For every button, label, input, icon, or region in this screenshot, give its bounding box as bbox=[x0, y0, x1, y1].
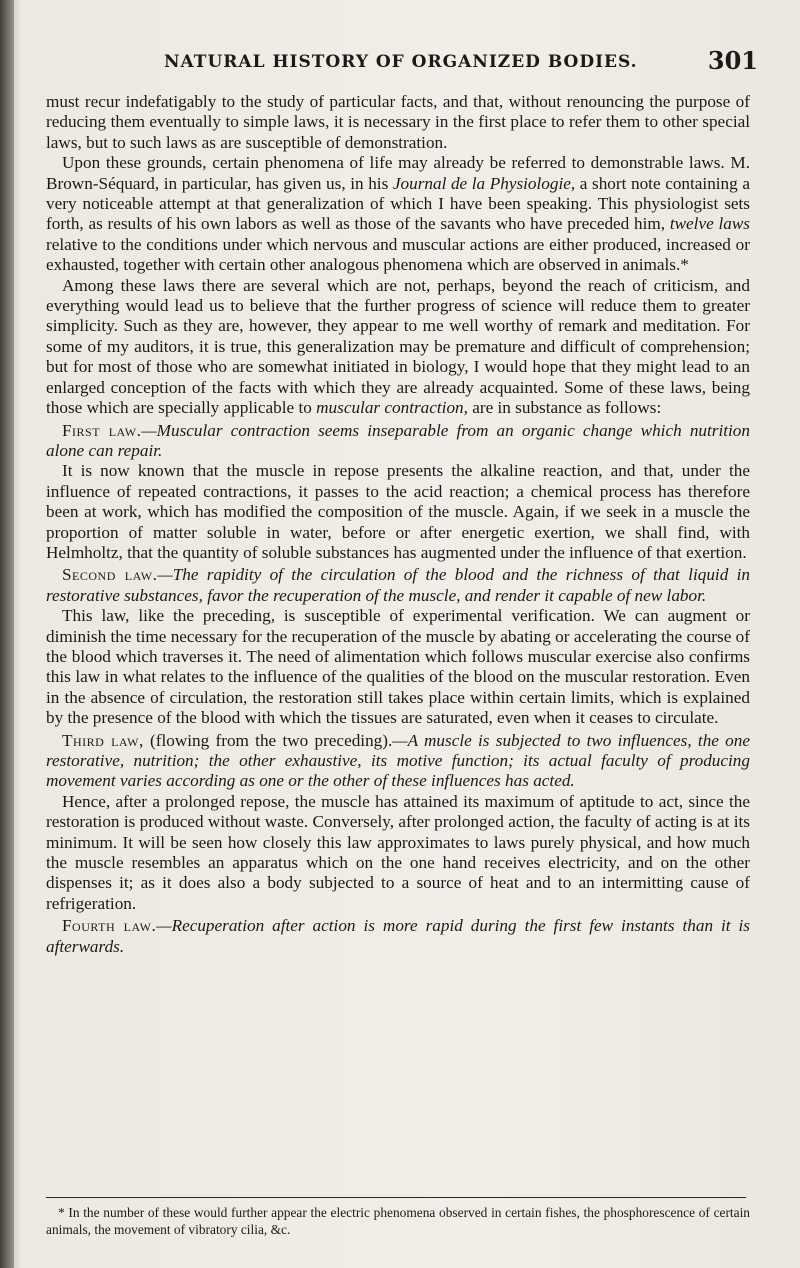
book-spine-shadow bbox=[0, 0, 14, 1268]
paragraph-1-text: must recur indefatigably to the study of particular facts, and that, without renouncing the purpose of reducing them eventually to simple laws, it is necessary in the first place to refer them to other special laws, but to such laws as are susceptible of demonstration. bbox=[46, 92, 750, 152]
page-body bbox=[46, 92, 750, 957]
first-law bbox=[46, 421, 750, 462]
third-law-text: —A muscle is subjected to two influences, the one restorative, nutrition; the other exhaustive, its motive function; its actual faculty of producing movement varies according as one or the other of these influences has acted. bbox=[46, 730, 750, 791]
paragraph-1 bbox=[46, 92, 750, 153]
paragraph-2-part-b: , a short note containing a very noticeable attempt at that generalization of which I have been speaking. This physiologist sets forth, as results of his own labors as well as those of the savants who have preceded him, bbox=[46, 173, 750, 234]
fourth-law bbox=[46, 916, 750, 957]
paragraph-3-part-a: Among these laws there are several which are not, perhaps, beyond the reach of criticism, and everything would lead us to believe that the further progress of science will reduce them to greater simplicity. Such as they are, however, they appear to me well worthy of remark and meditation. For some of my auditors, it is true, this generalization may be premature and difficult of comprehension; but for most of those who are somewhat initiated in biology, I would hope that they might lead to an enlarged conception of the facts with which they are already acquainted. Some of these laws, being those which are specially applicable to bbox=[46, 275, 750, 418]
footnote-rule bbox=[46, 1197, 746, 1198]
second-law bbox=[46, 565, 750, 606]
paragraph-3 bbox=[46, 276, 750, 419]
paragraph-2-part-c: relative to the conditions under which nervous and muscular actions are either produced, increased or exhausted, together with certain other analogous phenomena which are observed in animals.* bbox=[46, 234, 750, 275]
paragraph-6 bbox=[46, 792, 750, 914]
paragraph-2-part-a: Upon these grounds, certain phenomena of life may already be referred to demonstrable laws. M. Brown-Séquard, in particular, has given us, in his bbox=[46, 153, 750, 193]
twelve-laws-emphasis: twelve laws bbox=[669, 214, 750, 234]
paragraph-4 bbox=[46, 461, 750, 563]
third-law-parenthetical: (flowing from the two preceding). bbox=[143, 730, 393, 750]
paragraph-6-text: Hence, after a prolonged repose, the muscle has attained its maximum of aptitude to act, since the restoration is produced without waste. Conversely, after prolonged action, the faculty of acting is at its minimum. It will be seen how closely this law approximates to laws purely physical, and how much the muscle resembles an apparatus which on the one hand receives electricity, and on the other dispenses it; as it does also a body subjected to a source of heat and to an intermitting cause of refrigeration. bbox=[46, 791, 750, 913]
fourth-law-label: Fourth law. bbox=[62, 916, 157, 936]
third-law bbox=[46, 731, 750, 792]
first-law-label: First law. bbox=[62, 420, 142, 440]
page-number: 301 bbox=[707, 46, 758, 75]
paragraph-3-part-b: , are in substance as follows: bbox=[463, 398, 662, 418]
page-header bbox=[46, 46, 758, 80]
paragraph-2 bbox=[46, 153, 750, 275]
second-law-label: Second law. bbox=[62, 565, 158, 585]
first-law-text: —Muscular contraction seems inseparable from an organic change which nutrition alone can repair. bbox=[46, 420, 750, 460]
second-law-text: —The rapidity of the circulation of the blood and the richness of that liquid in restorative substances, favor the recuperation of the muscle, and render it capable of new labor. bbox=[46, 565, 750, 605]
paragraph-4-text: It is now known that the muscle in repose presents the alkaline reaction, and that, under the influence of repeated contractions, it passes to the acid reaction; a chemical process has therefore been at work, which has modified the composition of the muscle. Again, if we seek in a muscle the proportion of matter soluble in water, before or after energetic exertion, we shall find, with Helmholtz, that the quantity of soluble substances has augmented under the influence of that exertion. bbox=[46, 461, 750, 562]
journal-title: Journal de la Physiologie bbox=[392, 173, 571, 193]
fourth-law-text: —Recuperation after action is more rapid during the first few instants than it is afterwards. bbox=[46, 916, 750, 956]
paragraph-5 bbox=[46, 606, 750, 728]
third-law-label: Third law, bbox=[62, 730, 144, 750]
footnote bbox=[46, 1204, 750, 1238]
muscular-contraction-emphasis: muscular contraction bbox=[316, 398, 464, 418]
paragraph-5-text: This law, like the preceding, is susceptible of experimental verification. We can augment or diminish the time necessary for the recuperation of the muscle by abating or accelerating the course of the blood which traverses it. The need of alimentation which follows muscular exercise also confirms this law in what relates to the influence of the qualities of the blood on the muscular restoration. Even in the absence of circulation, the restoration still takes place within certain limits, which is explained by the presence of the blood with which the tissues are saturated, even when it ceases to circulate. bbox=[46, 606, 750, 728]
footnote-text: * In the number of these would further appear the electric phenomena observed in certain fishes, the phosphorescence of certain animals, the movement of vibratory cilia, &c. bbox=[46, 1205, 750, 1237]
running-head: NATURAL HISTORY OF ORGANIZED BODIES. bbox=[164, 52, 638, 72]
